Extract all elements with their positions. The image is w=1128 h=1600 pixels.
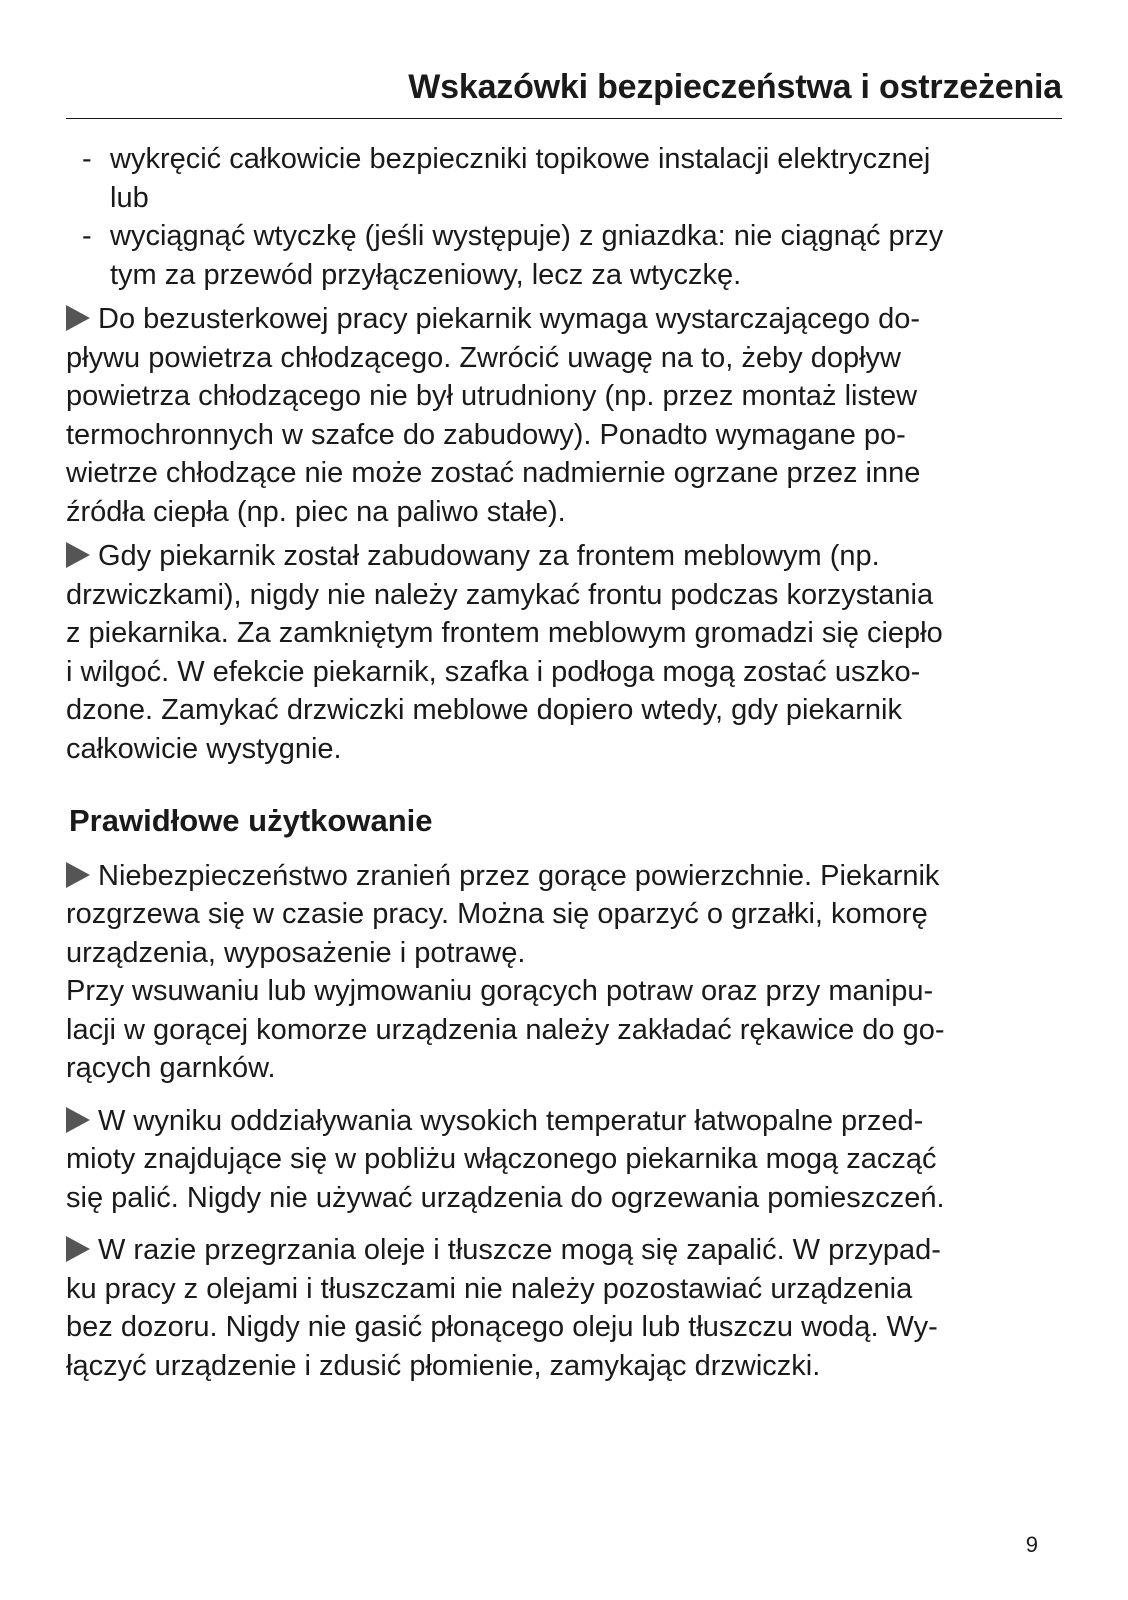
page-number: 9 — [1025, 1532, 1038, 1557]
text-line: wietrze chłodzące nie może zostać nadmiernie ogrzane przez inne — [66, 457, 921, 489]
text-line: rących garnków. — [66, 1052, 276, 1084]
dash-bullet: - — [82, 143, 92, 175]
text-line: dzone. Zamykać drzwiczki meblowe dopiero wtedy, gdy piekarnik — [66, 694, 902, 726]
text-line: lub — [110, 181, 149, 214]
warning-arrow-icon — [66, 542, 90, 568]
text-line: ku pracy z olejami i tłuszczami nie należy pozostawiać urządzenia — [66, 1272, 913, 1305]
warning-paragraph — [66, 300, 1066, 531]
text-line: wyciągnąć wtyczkę (jeśli występuje) z gniazdka: nie ciągnąć przy — [110, 220, 944, 252]
warning-arrow-icon — [66, 862, 90, 888]
text-line: Gdy piekarnik został zabudowany za frontem meblowym (np. — [66, 537, 1066, 576]
warning-paragraph — [66, 537, 1066, 768]
text-line: mioty znajdujące się w pobliżu włączonego piekarnika mogą zacząć — [66, 1143, 937, 1175]
text-line: W wyniku oddziaływania wysokich temperatur łatwopalne przed- — [66, 1102, 1066, 1141]
text-line: W razie przegrzania oleje i tłuszcze mogą się zapalić. W przypad- — [66, 1231, 1066, 1270]
text-line: bez dozoru. Nigdy nie gasić płonącego oleju lub tłuszczu wodą. Wy- — [66, 1311, 938, 1343]
text-line: łączyć urządzenie i zdusić płomienie, zamykając drzwiczki. — [66, 1349, 821, 1382]
text-line: tym za przewód przyłączeniowy, lecz za wtyczkę. — [110, 258, 742, 291]
dash-bullet: - — [82, 220, 92, 252]
warning-paragraph — [66, 857, 1066, 1088]
list-item — [66, 140, 1066, 217]
text-line: z piekarnika. Za zamkniętym frontem meblowym gromadzi się ciepło — [66, 617, 943, 649]
text-line: wykręcić całkowicie bezpieczniki topikowe instalacji elektrycznej — [110, 143, 931, 175]
list-item — [66, 217, 1066, 294]
warning-arrow-icon — [66, 1236, 90, 1262]
text-line: pływu powietrza chłodzącego. Zwrócić uwagę na to, żeby dopływ — [66, 341, 901, 374]
warning-paragraph — [66, 1231, 1066, 1385]
text-line: całkowicie wystygnie. — [66, 732, 342, 765]
warning-arrow-icon — [66, 1107, 90, 1133]
text-line: źródła ciepła (np. piec na paliwo stałe). — [66, 495, 566, 528]
text-line: Do bezusterkowej pracy piekarnik wymaga wystarczającego do- — [66, 300, 1066, 339]
text-line: rozgrzewa się w czasie pracy. Można się oparzyć o grzałki, komorę — [66, 898, 928, 930]
text-line: lacji w gorącej komorze urządzenia należy zakładać rękawice do go- — [66, 1013, 945, 1046]
text-line: Przy wsuwaniu lub wyjmowaniu gorących potraw oraz przy manipu- — [66, 975, 934, 1007]
page-header — [66, 62, 1062, 119]
section-heading: Prawidłowe użytkowanie — [69, 803, 433, 838]
text-line: się palić. Nigdy nie używać urządzenia do ogrzewania pomieszczeń. — [66, 1181, 945, 1214]
text-line: i wilgoć. W efekcie piekarnik, szafka i podłoga mogą zostać uszko- — [66, 655, 921, 688]
warning-arrow-icon — [66, 305, 90, 331]
document-body — [66, 140, 1066, 1385]
text-line: urządzenia, wyposażenie i potrawę. — [66, 936, 526, 969]
page-title: Wskazówki bezpieczeństwa i ostrzeżenia — [408, 68, 1062, 106]
text-line: drzwiczkami), nigdy nie należy zamykać frontu podczas korzystania — [66, 578, 934, 611]
text-line: powietrza chłodzącego nie był utrudniony (np. przez montaż listew — [66, 380, 918, 412]
text-line: termochronnych w szafce do zabudowy). Ponadto wymagane po- — [66, 418, 906, 451]
text-line: Niebezpieczeństwo zranień przez gorące powierzchnie. Piekarnik — [66, 857, 1066, 896]
warning-paragraph — [66, 1102, 1066, 1218]
